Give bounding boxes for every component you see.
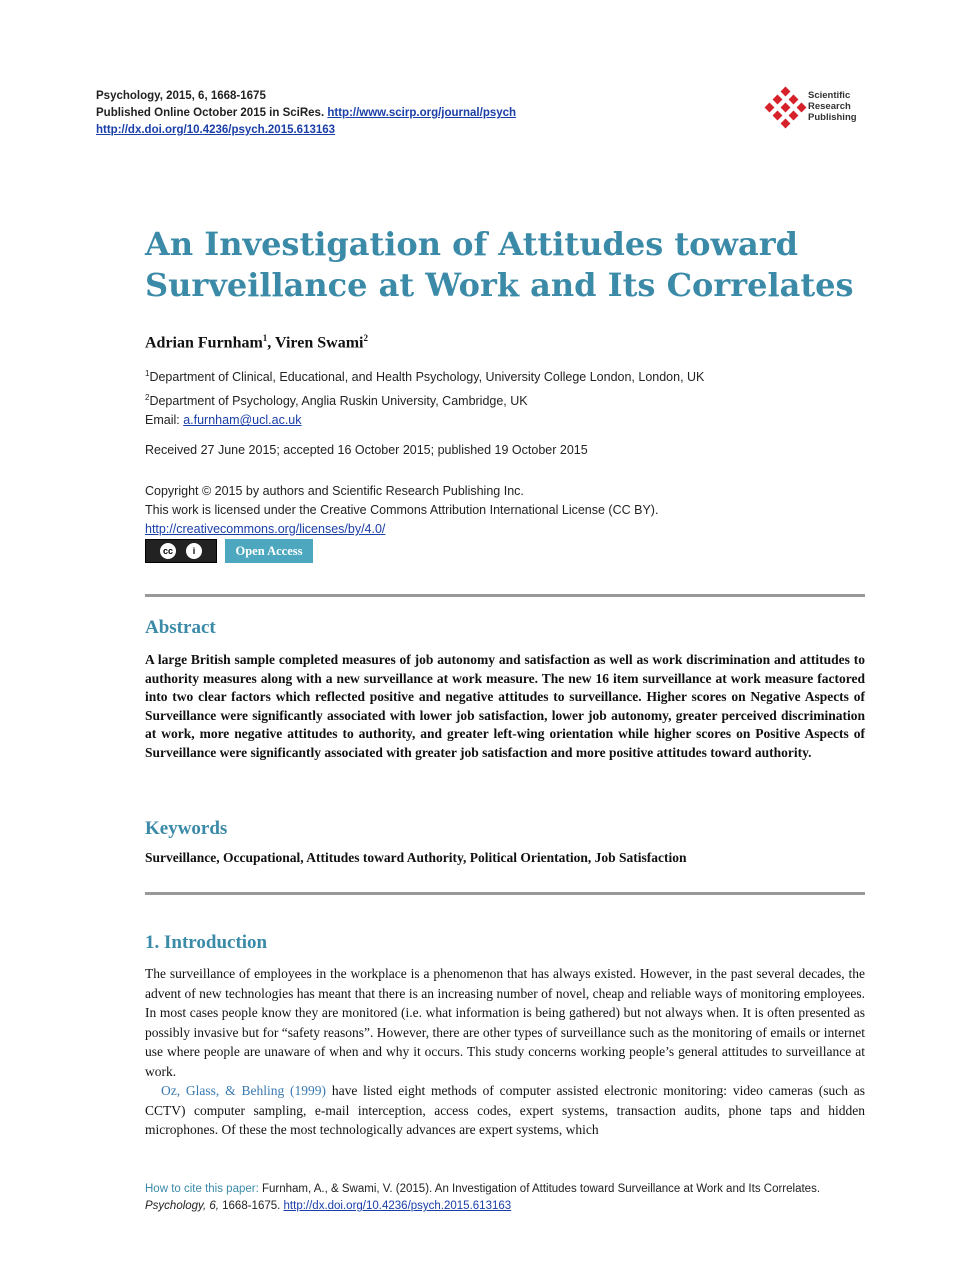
publisher-logo	[766, 86, 876, 130]
cite-doi-link[interactable]: http://dx.doi.org/10.4236/psych.2015.613163	[283, 1200, 512, 1212]
logo-diamond	[781, 103, 791, 113]
paragraph-text: have listed eight methods of computer assisted electronic monitoring: video cameras (such as CCTV) computer sampling, e-mail interception, access codes, expert systems, transaction audits, phone taps and hidden microphones. Of these the most technologically advances are expert systems, which	[145, 1083, 866, 1137]
introduction-body	[145, 964, 865, 1140]
author-name: Viren Swami	[275, 334, 364, 352]
cc-icon: cc	[160, 543, 176, 559]
logo-diamond	[797, 103, 807, 113]
logo-diamond	[781, 119, 791, 129]
journal-citation-line: Psychology, 2015, 6, 1668-1675	[96, 90, 266, 102]
cite-text: Furnham, A., & Swami, V. (2015). An Investigation of Attitudes toward Surveillance at Work and Its Correlates.	[261, 1183, 821, 1195]
affiliation-1	[145, 364, 704, 388]
affil-text: Department of Clinical, Educational, and Health Psychology, University College London, London, UK	[149, 370, 705, 385]
logo-diamond	[765, 103, 775, 113]
license-badges	[145, 539, 313, 563]
attribution-icon: i	[186, 543, 202, 559]
cite-lead: How to cite this paper:	[145, 1183, 262, 1195]
cite-journal: Psychology, 6,	[145, 1200, 219, 1212]
logo-diamond	[781, 87, 791, 97]
keywords-text: Surveillance, Occupational, Attitudes toward Authority, Political Orientation, Job Satisfaction	[145, 850, 687, 865]
logo-line: Scientific	[808, 90, 851, 101]
affiliations	[145, 364, 704, 431]
publication-dates: Received 27 June 2015; accepted 16 October 2015; published 19 October 2015	[145, 443, 588, 457]
divider	[145, 594, 865, 597]
affil-mark: 1	[145, 369, 150, 378]
logo-diamond	[789, 95, 799, 105]
logo-line: Publishing	[808, 112, 857, 123]
author-affil-mark: 2	[363, 333, 368, 343]
email-line	[145, 411, 704, 431]
citation-link[interactable]: Oz, Glass, & Behling (1999)	[161, 1083, 327, 1098]
published-prefix: Published Online October 2015 in SciRes.	[96, 107, 325, 119]
affiliation-2	[145, 388, 704, 412]
introduction-heading: 1. Introduction	[145, 932, 268, 953]
cite-pages: 1668-1675.	[218, 1200, 284, 1212]
abstract-text: A large British sample completed measures of job autonomy and satisfaction as well as work discrimination and attitudes to authority measures along with a new surveillance at work measure. The new 16 item surveillance at work measure factored into two clear factors which reflected positive and negative attitudes to surveillance. Higher scores on Negative Aspects of Surveillance were significantly associated with lower job satisfaction, lower job autonomy, greater perceived discrimination at work, more negative attitudes to authority, and greater left-wing orientation while higher scores on Positive Aspects of Surveillance were significantly associated with greater job satisfaction and more positive attitudes toward authority.	[145, 652, 865, 760]
introduction-paragraph: The surveillance of employees in the workplace is a phenomenon that has always existed. However, in the past several decades, the advent of new technologies has meant that there is an increasing number of novel, cheap and reliable ways of monitoring employees. In most cases people know they are monitored (i.e. what information is being gathered) but not always when. It is often presented as possibly invasive but for “safety reasons”. However, there are other types of surveillance such as the monitoring of emails or internet use where people are unaware of when and why it occurs. This study concerns working people’s general attitudes to surveillance at work.	[145, 966, 865, 1079]
author-list	[145, 333, 368, 352]
divider	[145, 892, 865, 895]
email-label: Email:	[145, 413, 184, 428]
open-access-badge[interactable]: Open Access	[225, 539, 313, 563]
logo-line: Research	[808, 101, 851, 112]
paper-title: An Investigation of Attitudes toward Surveillance at Work and Its Correlates	[145, 225, 854, 304]
introduction-paragraph	[145, 1081, 865, 1140]
logo-diamond	[773, 95, 783, 105]
copyright-line: Copyright © 2015 by authors and Scientific Research Publishing Inc.	[145, 484, 524, 498]
journal-url-link[interactable]: http://www.scirp.org/journal/psych	[327, 107, 517, 119]
journal-header	[96, 88, 516, 139]
abstract-heading: Abstract	[145, 617, 216, 638]
license-line: This work is licensed under the Creative Commons Attribution International License (CC BY).	[145, 503, 659, 517]
author-affil-mark: 1	[262, 333, 268, 343]
how-to-cite	[145, 1181, 865, 1215]
email-link[interactable]: a.furnham@ucl.ac.uk	[183, 413, 302, 428]
cc-by-badge[interactable]	[145, 539, 217, 563]
logo-text	[808, 90, 857, 123]
keywords-heading: Keywords	[145, 818, 228, 839]
affil-mark: 2	[145, 392, 150, 402]
logo-diamond	[773, 111, 783, 121]
author-separator: ,	[267, 334, 276, 352]
copyright-block	[145, 482, 658, 539]
doi-link[interactable]: http://dx.doi.org/10.4236/psych.2015.613163	[96, 124, 336, 136]
affil-text: Department of Psychology, Anglia Ruskin University, Cambridge, UK	[149, 393, 528, 408]
logo-diamond	[789, 111, 799, 121]
author-name: Adrian Furnham	[145, 334, 263, 352]
published-line	[96, 105, 516, 122]
license-link[interactable]: http://creativecommons.org/licenses/by/4.0/	[145, 522, 386, 536]
